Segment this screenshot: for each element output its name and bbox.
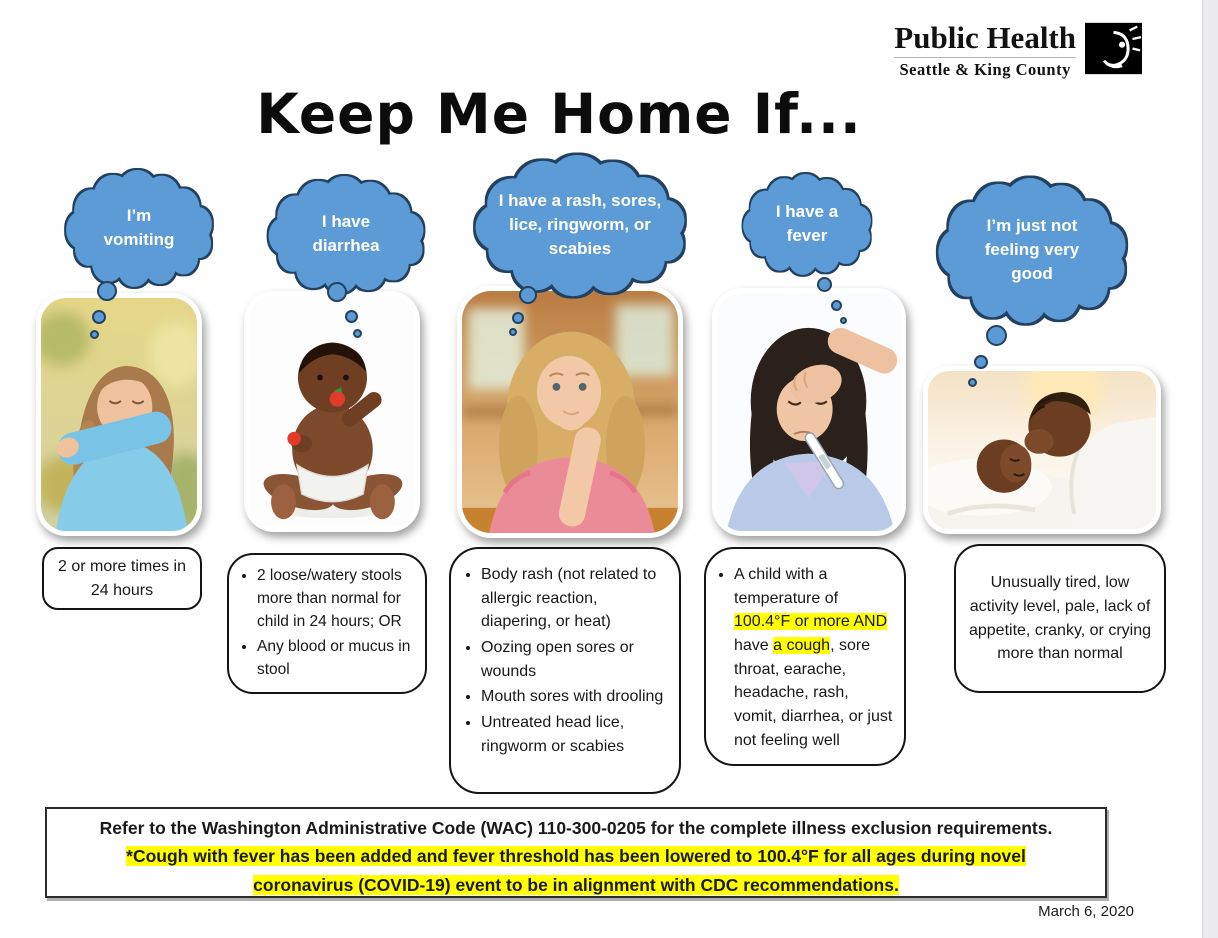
bullet-item: • Mouth sores with drooling [481, 685, 665, 709]
thought-dot [840, 317, 847, 324]
photo-vomiting-child [36, 293, 202, 536]
bullet-item: • 2 loose/watery stools more than normal for child in 24 hours; OR [257, 565, 419, 634]
photo-fever-girl [712, 288, 906, 536]
bubble-text: I have a fever [775, 201, 839, 245]
thought-dot [345, 310, 358, 323]
thought-dot [353, 329, 362, 338]
phskc-logo-mark-icon [1085, 22, 1142, 75]
thought-bubble [260, 176, 432, 292]
symptom-text: Unusually tired, low activity level, pale, lack of appetite, cranky, or crying more than normal [968, 574, 1151, 663]
symptom-box [227, 553, 427, 694]
page-title: Keep Me Home If... [256, 82, 862, 146]
bullet-item: • Any blood or mucus in stool [257, 636, 419, 682]
bubble-text: I’m vomiting [103, 205, 175, 249]
bullet-item: • A child with a temperature of 100.4°F or more AND have a cough, sore throat, earache, headache, rash, vomit, diarrhea, or just not feeling well [734, 563, 894, 752]
bullet-item: • Body rash (not related to allergic reaction, diapering, or heat) [481, 563, 665, 634]
symptom-list [457, 563, 669, 758]
thought-dot [817, 277, 832, 292]
thought-bubble [928, 178, 1136, 322]
logo-subtitle: Seattle & King County [899, 59, 1071, 79]
footer-note [45, 807, 1107, 898]
thought-dot [97, 281, 117, 301]
thought-dot [831, 300, 842, 311]
bullet-item: • Oozing open sores or wounds [481, 636, 665, 683]
date-label: March 6, 2020 [1038, 903, 1134, 920]
thought-dot [519, 286, 537, 304]
photo-illustration [249, 296, 415, 527]
symptom-box [449, 547, 681, 794]
symptom-list [233, 565, 423, 682]
thought-dot [986, 325, 1007, 346]
thought-dot [512, 312, 524, 324]
footer-line-1: Refer to the Washington Administrative Code (WAC) 110-300-0205 for the complete illness exclusion requirements. [99, 818, 1053, 838]
photo-parent-kissing-baby [923, 366, 1161, 534]
photo-illustration [41, 298, 197, 531]
bullet-item: • Untreated head lice, ringworm or scabies [481, 711, 665, 758]
symptom-text: 2 or more times in 24 hours [57, 557, 187, 599]
symptom-box [704, 547, 906, 766]
thought-dot [90, 330, 99, 339]
bubble-text: I have a rash, sores, lice, ringworm, or scabies [498, 190, 662, 259]
photo-illustration [717, 293, 901, 531]
public-health-logo [894, 22, 1142, 80]
window-edge [1202, 0, 1218, 938]
footer-line-2 [100, 842, 1052, 899]
thought-dot [327, 282, 347, 302]
thought-bubble [58, 170, 220, 286]
symptom-list [710, 563, 898, 752]
bubble-text: I’m just not feeling very good [984, 215, 1080, 284]
photo-toddler-eating [244, 291, 420, 532]
photo-girl-chin-on-hand [457, 286, 683, 538]
thought-dot [509, 328, 517, 336]
thought-dot [968, 378, 977, 387]
photo-illustration [462, 291, 678, 533]
logo-name: Public Health [894, 22, 1076, 58]
thought-dot [974, 355, 988, 369]
photo-illustration [928, 371, 1156, 529]
thought-bubble [464, 155, 696, 295]
thought-dot [92, 310, 106, 324]
logo-text [894, 22, 1076, 80]
symptom-box [954, 544, 1166, 693]
footer-highlighted-text: *Cough with fever has been added and fever threshold has been lowered to 100.4°F for all ages during novel coronavirus (COVID-19) event to be in alignment with CDC recommendations. [126, 846, 1026, 895]
bubble-text: I have diarrhea [312, 211, 380, 255]
symptom-box [42, 547, 202, 610]
thought-bubble [736, 174, 878, 274]
